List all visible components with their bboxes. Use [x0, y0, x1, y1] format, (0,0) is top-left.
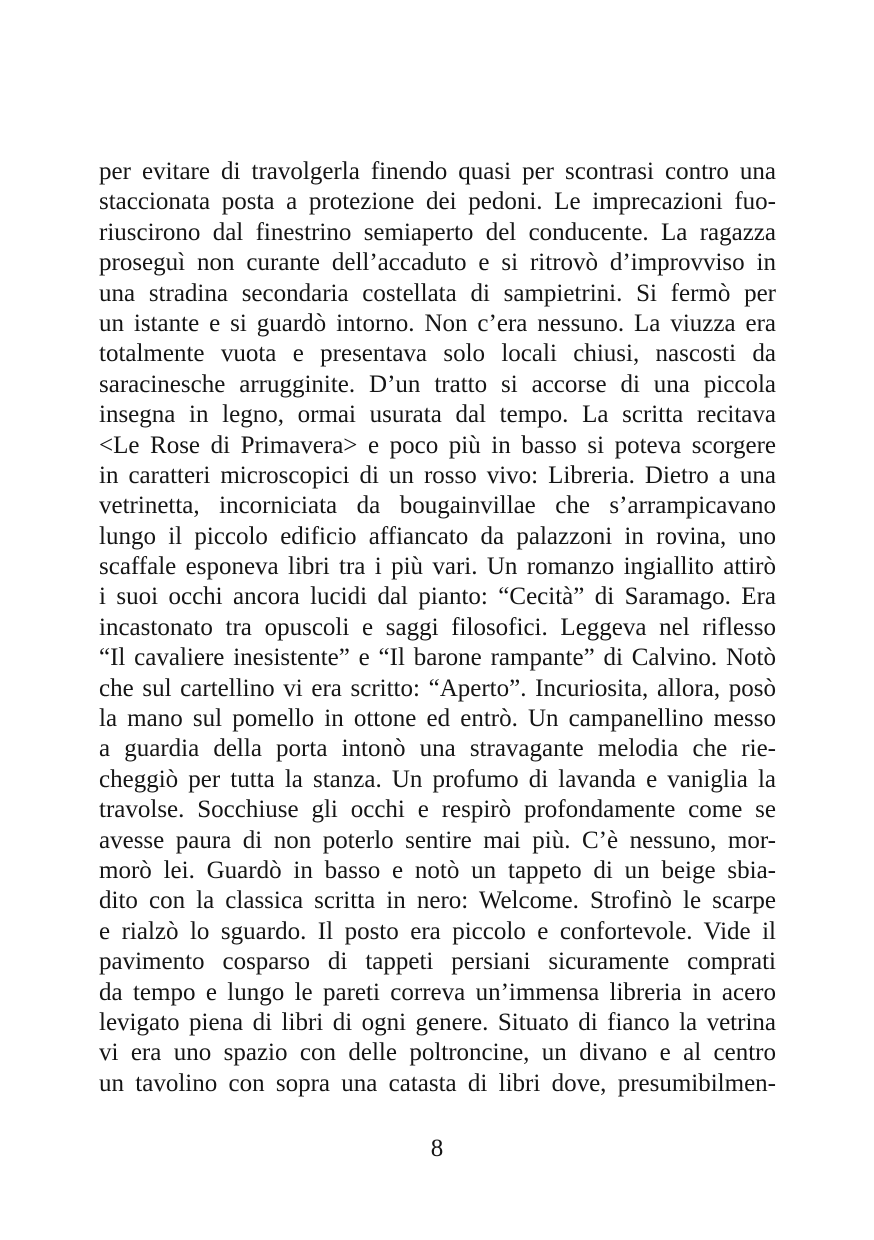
text-line: incastonato tra opuscoli e saggi filosofici. Leggeva nel riflesso	[99, 613, 776, 641]
text-line: un istante e si guardò intorno. Non c’era nessuno. La viuzza era	[99, 309, 776, 337]
text-line: i suoi occhi ancora lucidi dal pianto: “Cecità” di Saramago. Era	[99, 583, 776, 611]
text-line: levigato piena di libri di ogni genere. Situato di fianco la vetrina	[99, 1008, 776, 1036]
text-line: a guardia della porta intonò una stravagante melodia che rie-	[99, 735, 776, 763]
text-line: travolse. Socchiuse gli occhi e respirò profondamente come se	[99, 796, 776, 824]
text-line: cheggiò per tutta la stanza. Un profumo di lavanda e vaniglia la	[99, 765, 776, 793]
text-line: la mano sul pomello in ottone ed entrò. Un campanellino messo	[99, 705, 776, 733]
text-line: e rialzò lo sguardo. Il posto era piccolo e confortevole. Vide il	[99, 917, 776, 945]
text-line: per evitare di travolgerla finendo quasi per scontrasi contro una	[99, 158, 776, 185]
text-line: vi era uno spazio con delle poltroncine, un divano e al centro	[99, 1039, 776, 1067]
text-line: da tempo e lungo le pareti correva un’immensa libreria in acero	[99, 978, 776, 1006]
text-line: in caratteri microscopici di un rosso vivo: Libreria. Dietro a una	[99, 461, 776, 489]
text-line: riuscirono dal finestrino semiaperto del conducente. La ragazza	[99, 218, 776, 246]
text-line: insegna in legno, ormai usurata dal tempo. La scritta recitava	[99, 401, 776, 429]
text-line: <Le Rose di Primavera> e poco più in basso si poteva scorgere	[99, 431, 776, 459]
text-line: staccionata posta a protezione dei pedoni. Le imprecazioni fuo-	[99, 188, 776, 216]
text-line: un tavolino con sopra una catasta di libri dove, presumibilmen-	[99, 1069, 776, 1097]
text-line: che sul cartellino vi era scritto: “Aperto”. Incuriosita, allora, posò	[99, 674, 776, 702]
text-line: vetrinetta, incorniciata da bougainvillae che s’arrampicavano	[99, 492, 776, 520]
text-line: proseguì non curante dell’accaduto e si ritrovò d’improvviso in	[99, 249, 776, 277]
text-line: pavimento cosparso di tappeti persiani sicuramente comprati	[99, 948, 776, 976]
text-line: saracinesche arrugginite. D’un tratto si accorse di una piccola	[99, 370, 776, 398]
text-line: scaffale esponeva libri tra i più vari. Un romanzo ingiallito attirò	[99, 553, 776, 581]
text-line: avesse paura di non poterlo sentire mai più. C’è nessuno, mor-	[99, 826, 776, 854]
text-line: dito con la classica scritta in nero: Welcome. Strofinò le scarpe	[99, 887, 776, 915]
page-body-text	[99, 157, 776, 1099]
page-number: 8	[430, 1135, 444, 1162]
text-line: lungo il piccolo edificio affiancato da palazzoni in rovina, uno	[99, 522, 776, 550]
text-line: “Il cavaliere inesistente” e “Il barone rampante” di Calvino. Notò	[99, 644, 776, 672]
text-line: totalmente vuota e presentava solo locali chiusi, nascosti da	[99, 340, 776, 368]
text-line: una stradina secondaria costellata di sampietrini. Si fermò per	[99, 279, 776, 307]
text-line: morò lei. Guardò in basso e notò un tappeto di un beige sbia-	[99, 856, 776, 884]
